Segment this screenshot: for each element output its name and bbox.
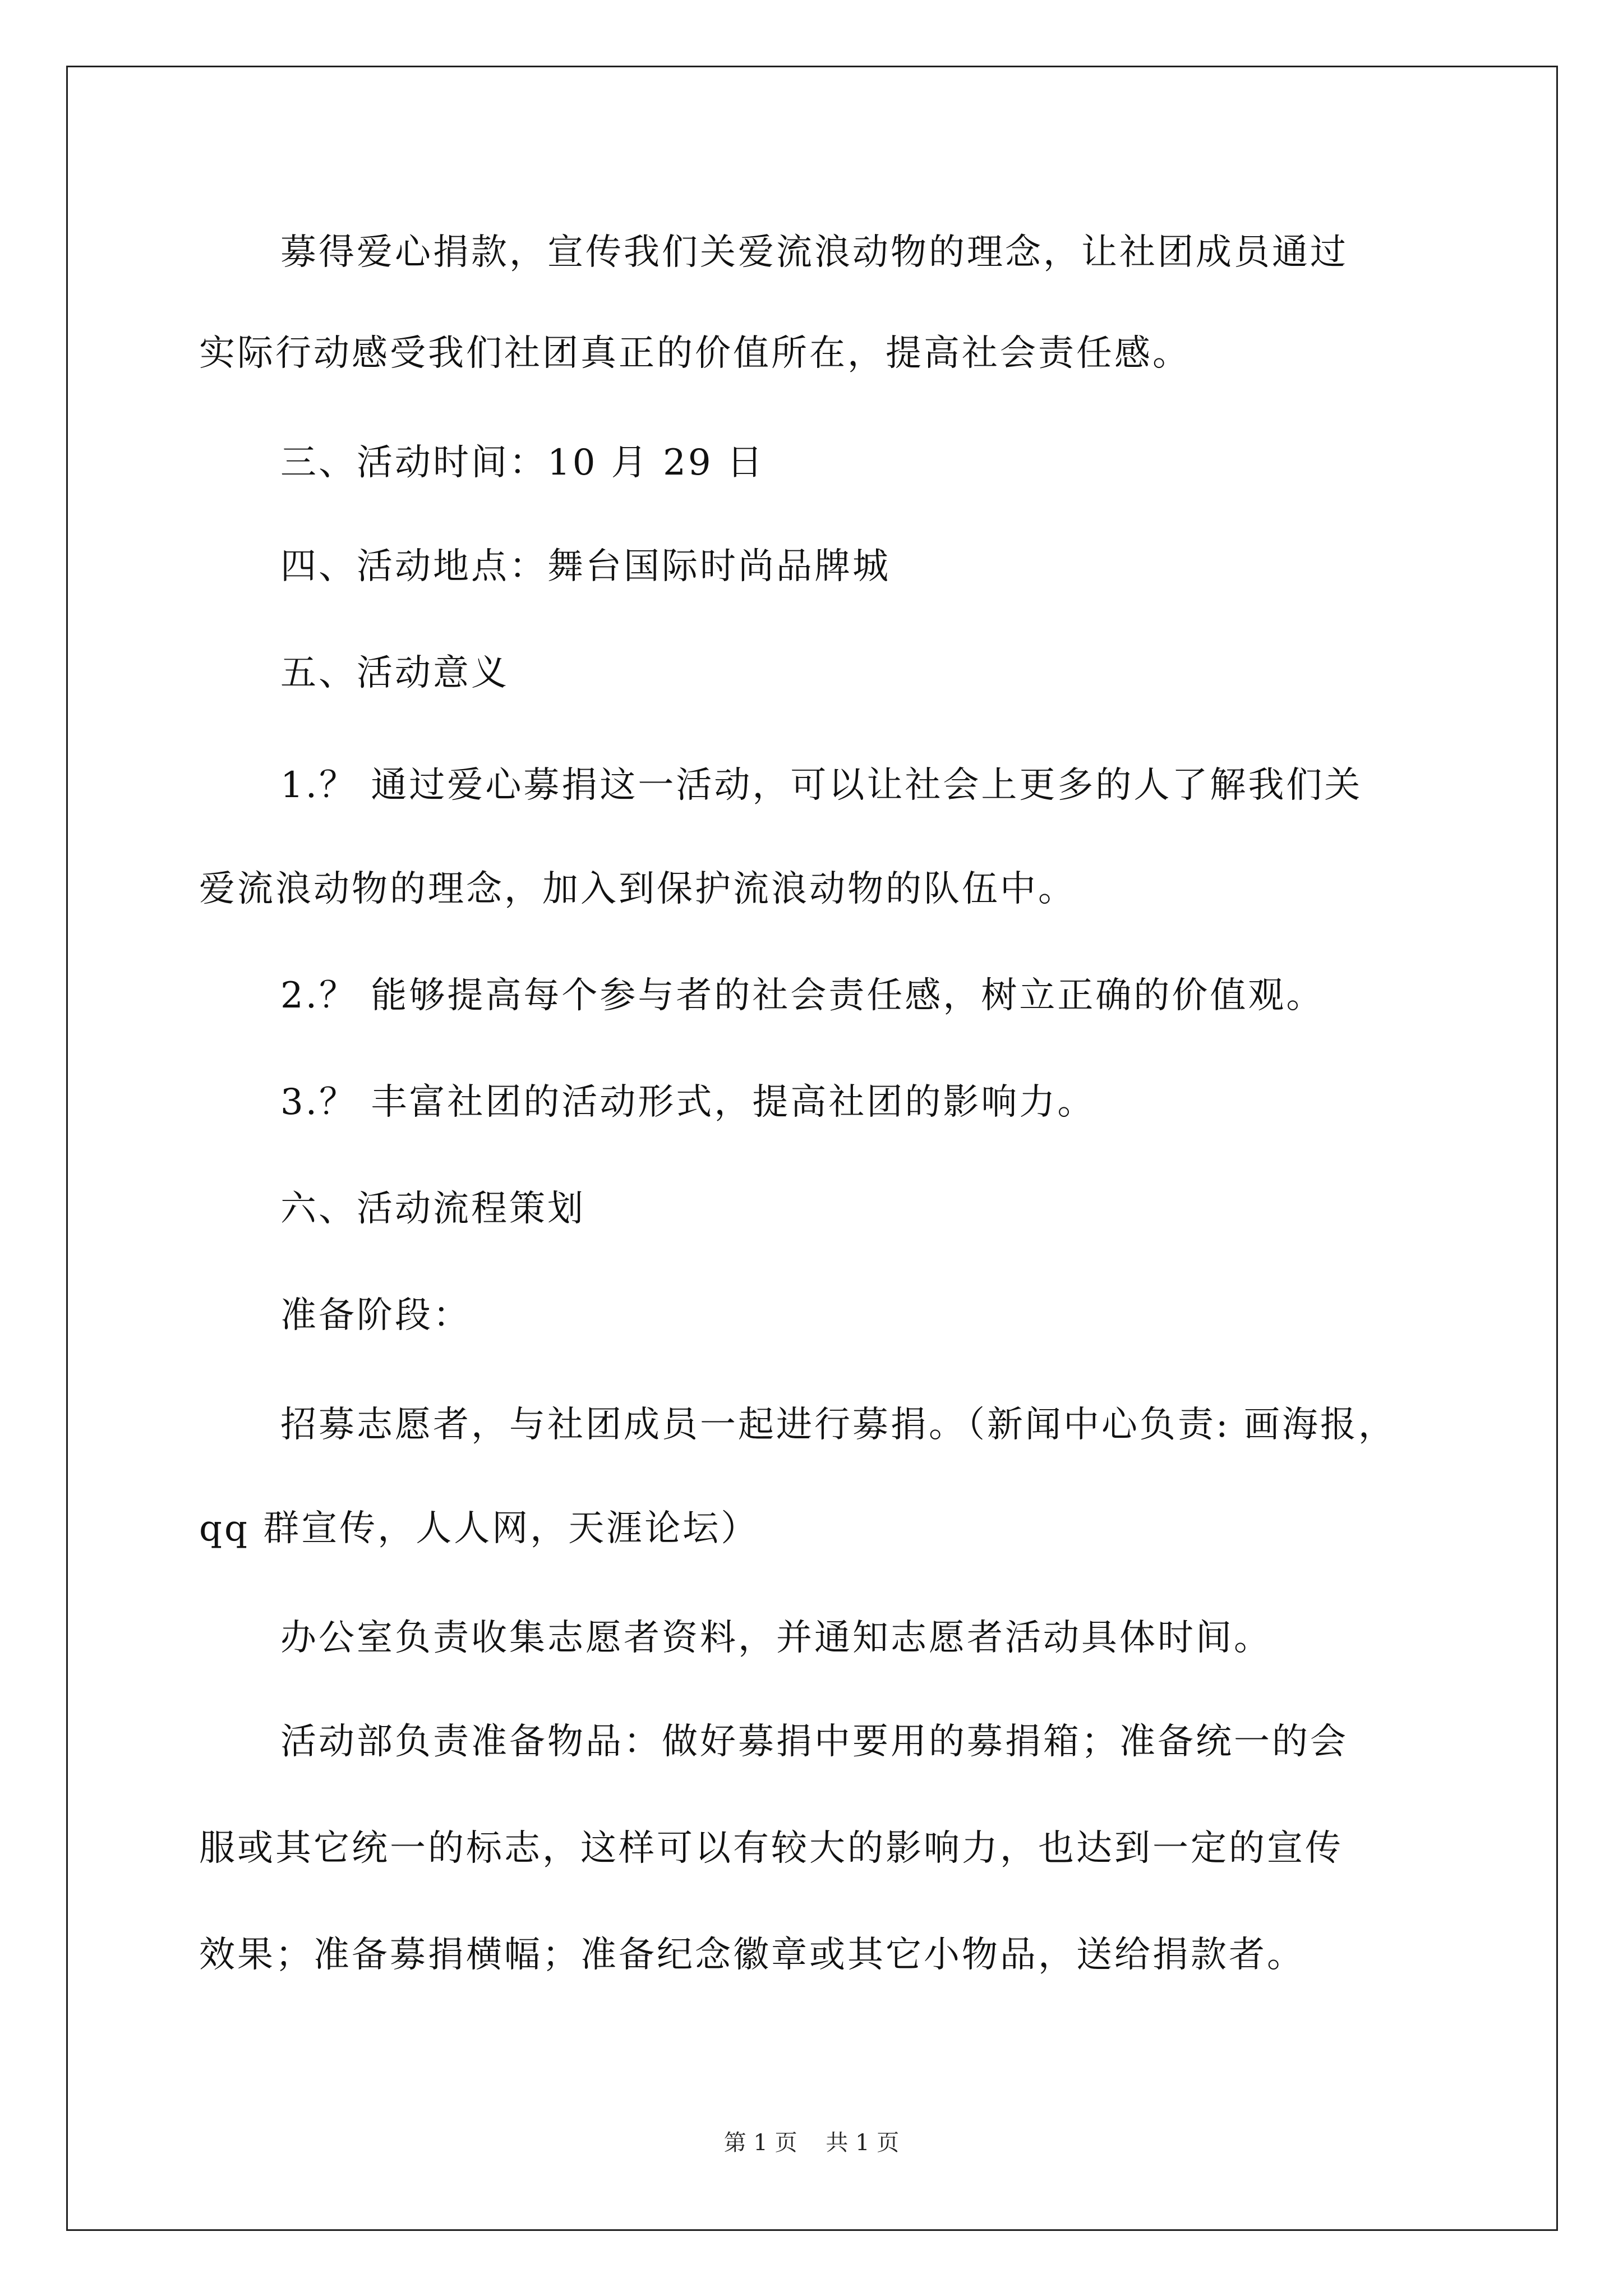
- paragraph-line: 爱流浪动物的理念，加入到保护流浪动物的队伍中。: [199, 868, 1076, 910]
- paragraph-line: 效果；准备募捐横幅；准备纪念徽章或其它小物品，送给捐款者。: [199, 1934, 1305, 1976]
- paragraph-line: 实际行动感受我们社团真正的价值所在，提高社会责任感。: [199, 333, 1191, 374]
- paragraph-line: qq 群宣传，人人网，天涯论坛）: [199, 1508, 759, 1549]
- section-heading: 六、活动流程策划: [280, 1188, 585, 1230]
- paragraph-line: 办公室负责收集志愿者资料，并通知志愿者活动具体时间。: [280, 1617, 1272, 1659]
- subsection-heading: 准备阶段：: [280, 1295, 471, 1336]
- paragraph-line: 服或其它统一的标志，这样可以有较大的影响力，也达到一定的宣传: [199, 1828, 1343, 1869]
- paragraph-line: 募得爱心捐款，宣传我们关爱流浪动物的理念，让社团成员通过: [280, 232, 1348, 273]
- section-heading: 三、活动时间：10 月 29 日: [280, 442, 765, 484]
- section-heading: 五、活动意义: [280, 652, 509, 694]
- page-border: [66, 66, 1558, 2231]
- page-number-footer: 第 1 页 共 1 页: [723, 2130, 900, 2156]
- paragraph-line: 活动部负责准备物品：做好募捐中要用的募捐箱；准备统一的会: [280, 1721, 1348, 1763]
- paragraph-line: 招募志愿者，与社团成员一起进行募捐。（新闻中心负责: 画海报，: [280, 1404, 1396, 1446]
- list-item: 3.？ 丰富社团的活动形式，提高社团的影响力。: [280, 1082, 1096, 1123]
- section-heading: 四、活动地点：舞台国际时尚品牌城: [280, 546, 891, 587]
- list-item: 1.？ 通过爱心募捐这一活动，可以让社会上更多的人了解我们关: [280, 765, 1363, 806]
- list-item: 2.？ 能够提高每个参与者的社会责任感，树立正确的价值观。: [280, 975, 1325, 1016]
